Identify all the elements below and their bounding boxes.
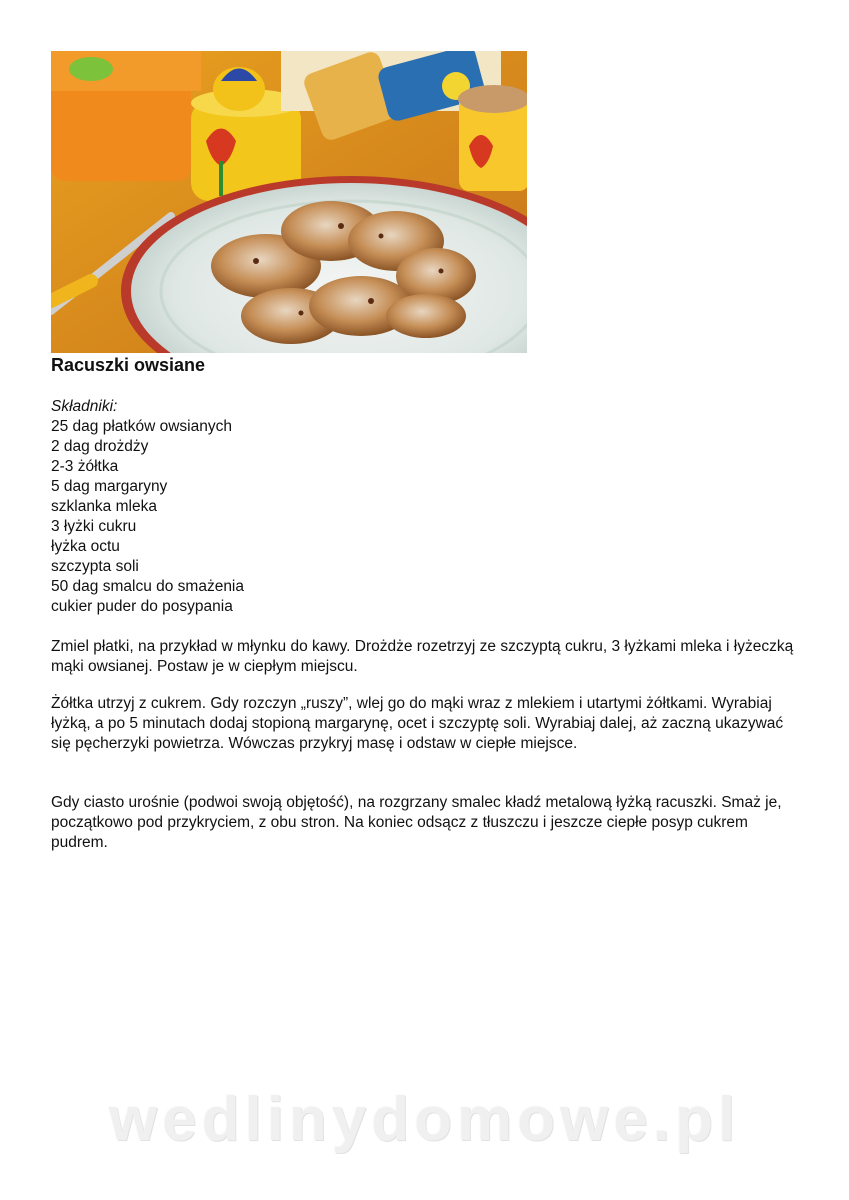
ingredient-item: 5 dag margaryny bbox=[51, 478, 168, 495]
instruction-paragraph-1: Zmiel płatki, na przykład w młynku do kawy. Drożdże rozetrzyj ze szczyptą cukru, 3 łyżkami mleka i łyżeczką mąki owsianej. Postaw je w ciepłym miejscu. bbox=[51, 638, 794, 675]
ingredients-label: Składniki: bbox=[51, 398, 118, 415]
ingredients-section bbox=[51, 397, 751, 617]
ingredient-item: szklanka mleka bbox=[51, 498, 157, 515]
ingredient-item: 50 dag smalcu do smażenia bbox=[51, 578, 245, 595]
ingredients-list bbox=[51, 417, 751, 617]
ingredient-item: cukier puder do posypania bbox=[51, 598, 233, 615]
recipe-title: Racuszki owsiane bbox=[51, 355, 206, 375]
instruction-paragraph-2: Żółtka utrzyj z cukrem. Gdy rozczyn „ruszy”, wlej go do mąki wraz z mlekiem i utartymi żółtkami. Wyrabiaj łyżką, a po 5 minutach dodaj stopioną margarynę, ocet i szczyptę soli. Wyrabiaj dalej, aż zaczną ukazywać się pęcherzyki powietrza. Wówczas przykryj masę i odstaw w ciepłe miejsce. bbox=[51, 695, 784, 752]
instruction-paragraph-3: Gdy ciasto urośnie (podwoi swoją objętość), na rozgrzany smalec kładź metalową łyżką racuszki. Smaż je, początkowo pod przykryciem, z obu stron. Na koniec odsącz z tłuszczu i jeszcze ciepłe posyp cukrem pudrem. bbox=[51, 794, 782, 851]
ingredient-item: szczypta soli bbox=[51, 558, 139, 575]
ingredient-item: 3 łyżki cukru bbox=[51, 518, 137, 535]
ingredient-item: 2 dag drożdży bbox=[51, 438, 149, 455]
recipe-photo bbox=[51, 51, 527, 353]
ingredient-item: 2-3 żółtka bbox=[51, 458, 119, 475]
ingredient-item: łyżka octu bbox=[51, 538, 120, 555]
watermark: wedlinydomowe.pl bbox=[108, 1085, 741, 1154]
ingredient-item: 25 dag płatków owsianych bbox=[51, 418, 232, 435]
